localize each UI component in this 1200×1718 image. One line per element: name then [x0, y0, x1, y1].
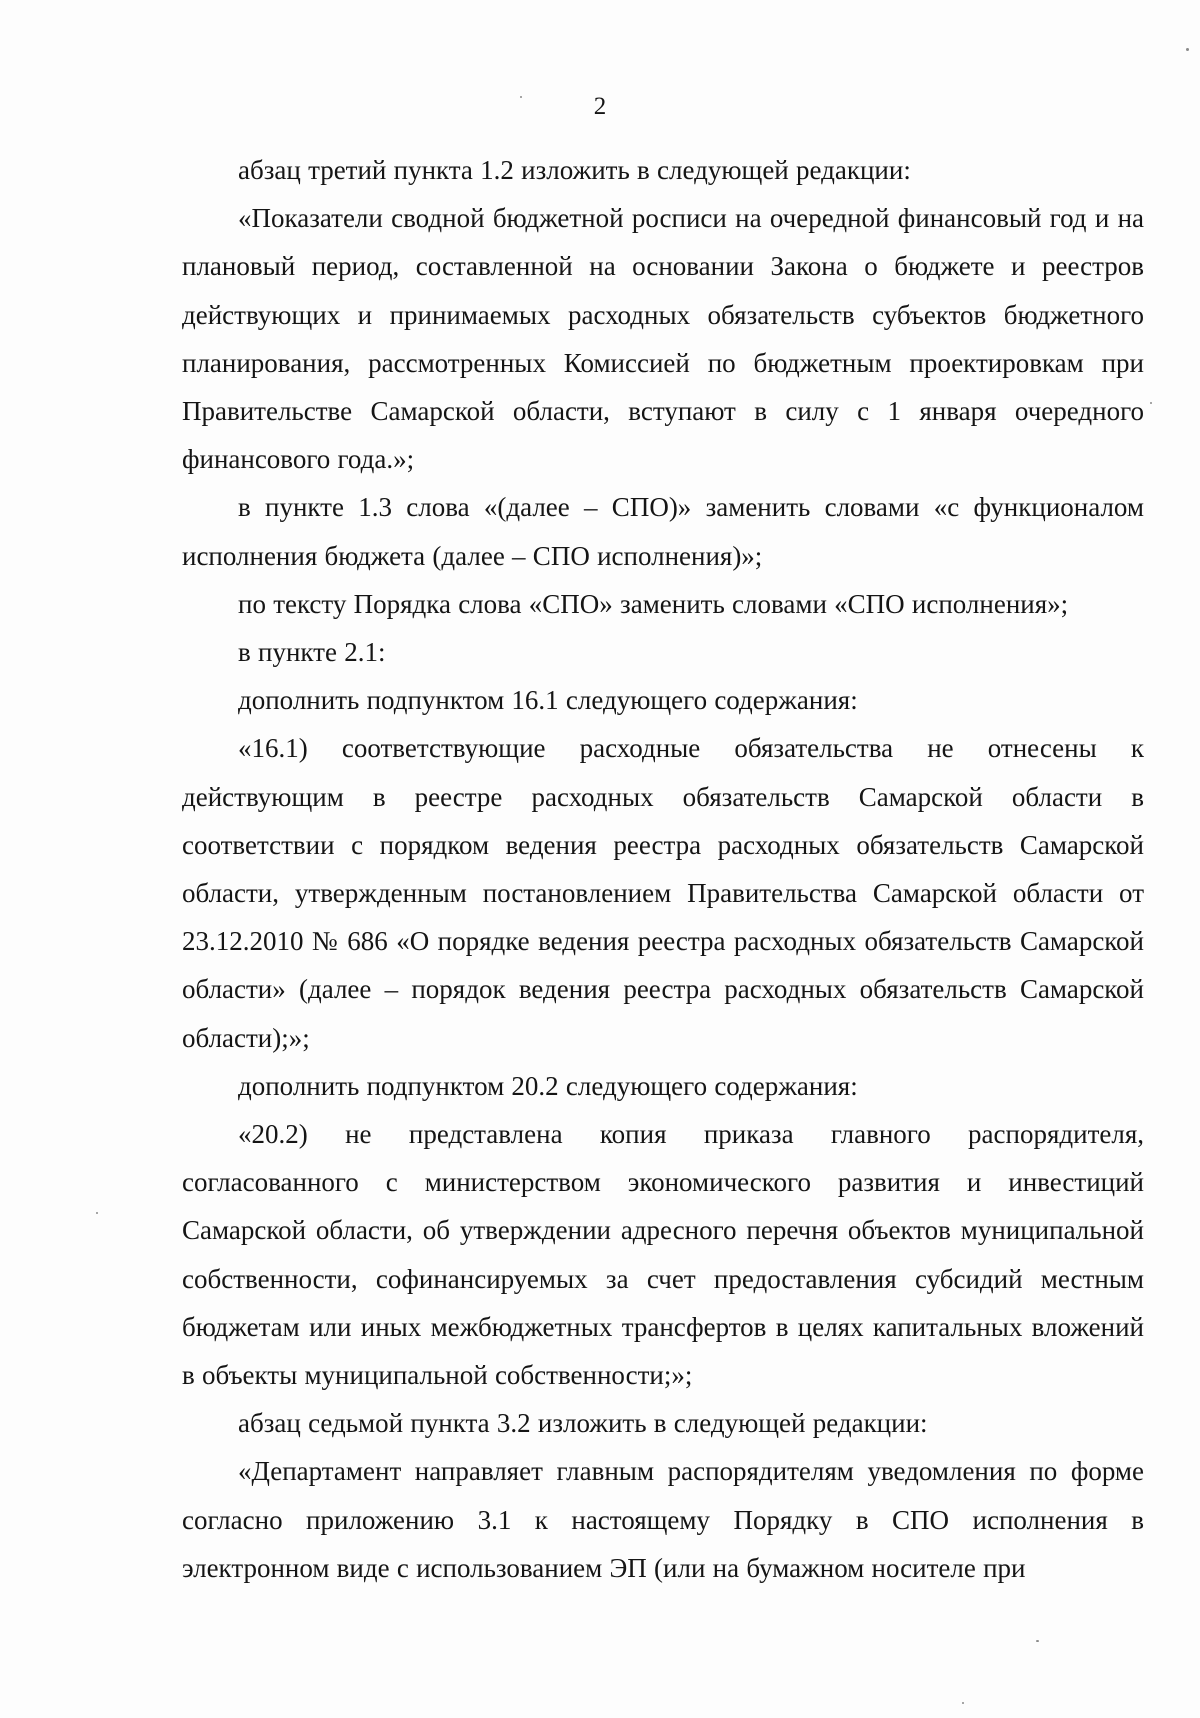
scan-speck: [1036, 1640, 1039, 1642]
paragraph-6: дополнить подпунктом 16.1 следующего содержания:: [238, 685, 858, 716]
paragraph-5: в пункте 2.1:: [238, 637, 386, 668]
paragraph-1: абзац третий пункта 1.2 изложить в следующей редакции:: [238, 155, 911, 185]
scan-speck: [520, 96, 522, 98]
paragraph-9: «20.2) не представлена копия приказа главного распорядителя, согласованного с министерством экономического развития и инвестиций Самарской области, об утверждении адресного перечня объектов муниципальной собственности, софинансируемых за счет предоставления субсидий местным бюджетам или иных межбюджетных трансфертов в целях капитальных вложений в объекты муниципальной собственности;»;: [182, 1119, 1144, 1391]
paragraph-8: дополнить подпунктом 20.2 следующего содержания:: [238, 1070, 858, 1101]
paragraph-11: «Департамент направляет главным распорядителям уведомления по форме согласно приложению 3.1 к настоящему Порядку в СПО исполнения в электронном виде с использованием ЭП (или на бумажном носителе при: [182, 1456, 1144, 1583]
scan-speck: [96, 1212, 98, 1214]
paragraph-10: абзац седьмой пункта 3.2 изложить в следующей редакции:: [238, 1408, 928, 1439]
scan-speck: [962, 1702, 964, 1704]
document-body: [182, 146, 1144, 1592]
paragraph-2: «Показатели сводной бюджетной росписи на очередной финансовый год и на плановый период, составленной на основании Закона о бюджете и реестров действующих и принимаемых расходных обязательств субъектов бюджетного планирования, рассмотренных Комиссией по бюджетным проектировкам при Правительстве Самарской области, вступают в силу с 1 января очередного финансового года.»;: [182, 203, 1144, 475]
paragraph-4: по тексту Порядка слова «СПО» заменить словами «СПО исполнения»;: [238, 588, 1069, 619]
scan-speck: [1186, 48, 1189, 51]
page-number: 2: [593, 93, 607, 120]
paragraph-7: «16.1) соответствующие расходные обязательства не отнесены к действующим в реестре расходных обязательств Самарской области в соответствии с порядком ведения реестра расходных обязательств Самарской области, утвержденным постановлением Правительства Самарской области от 23.12.2010 № 686 «О порядке ведения реестра расходных обязательств Самарской области» (далее – порядок ведения реестра расходных обязательств Самарской области);»;: [182, 733, 1144, 1053]
scan-speck: [1150, 402, 1152, 404]
paragraph-3: в пункте 1.3 слова «(далее – СПО)» заменить словами «с функционалом исполнения бюджета (далее – СПО исполнения)»;: [182, 492, 1144, 571]
